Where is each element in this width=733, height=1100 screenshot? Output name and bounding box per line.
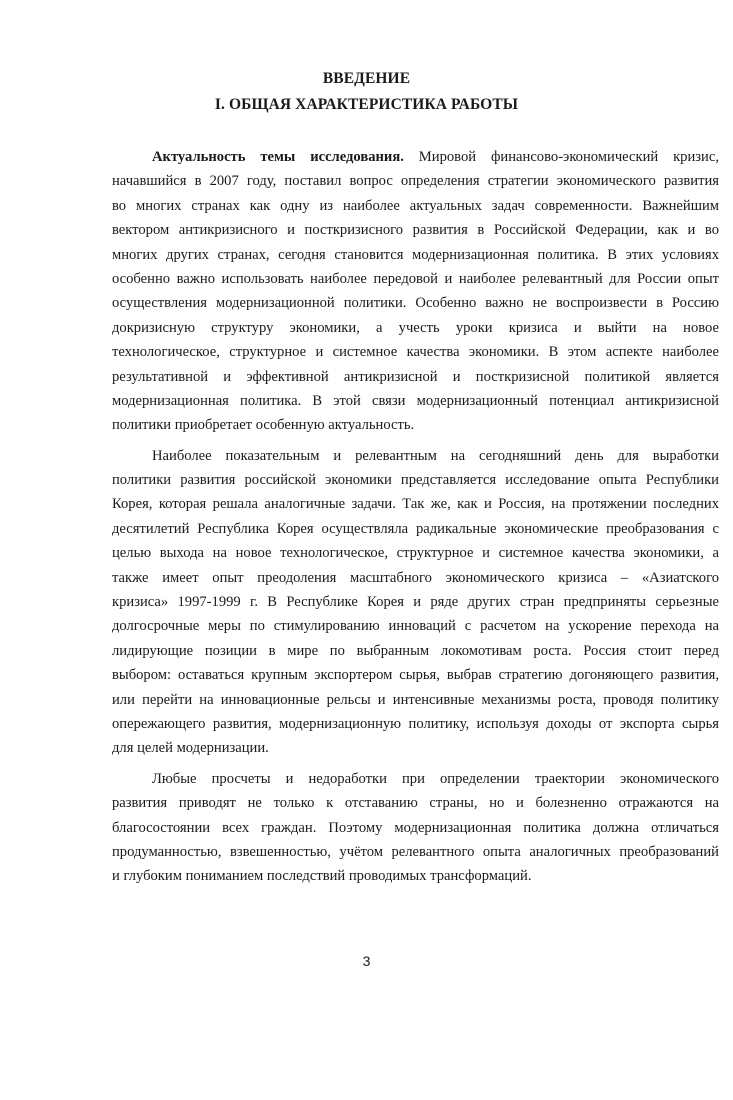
section-title: ВВЕДЕНИЕ bbox=[322, 70, 411, 87]
section-subtitle: I. ОБЩАЯ ХАРАКТЕРИСТИКА РАБОТЫ bbox=[214, 96, 519, 113]
paragraph-line bbox=[112, 145, 719, 169]
paragraph-line: результативной и эффективной антикризисной и посткризисной политикой является bbox=[112, 368, 719, 385]
paragraph-line: осуществления модернизационной политики. Особенно важно не воспроизвести в Россию bbox=[112, 295, 719, 312]
paragraph-line: продуманностью, взвешенностью, учётом релевантного опыта аналогичных преобразований bbox=[112, 843, 719, 860]
paragraph-line: кризиса» 1997-1999 г. В Республике Корея и ряде других стран предприняты серьезные bbox=[112, 594, 719, 611]
paragraph-line: также имеет опыт преодоления масштабного экономического кризиса – «Азиатского bbox=[112, 569, 719, 586]
paragraph-text: Мировой финансово-экономический кризис, bbox=[418, 149, 719, 165]
paragraph-line: особенно важно использовать наиболее передовой и наиболее релевантный для России опыт bbox=[112, 270, 719, 287]
paragraph-line: во многих странах как одну из наиболее актуальных задач современности. Важнейшим bbox=[112, 197, 719, 214]
paragraph-line: политики приобретает особенную актуальность. bbox=[112, 417, 415, 434]
paragraph-line: благосостоянии всех граждан. Поэтому модернизационная политика должна отличаться bbox=[112, 819, 719, 836]
paragraph-line: вектором антикризисного и посткризисного развития в Российской Федерации, как и во bbox=[112, 222, 719, 239]
paragraph-line: развития приводят не только к отставанию страны, но и болезненно отражаются на bbox=[112, 795, 719, 812]
paragraph-line: для целей модернизации. bbox=[112, 740, 269, 757]
paragraph-line: Любые просчеты и недоработки при определении траектории экономического bbox=[152, 770, 719, 787]
paragraph-line: и глубоким пониманием последствий проводимых трансформаций. bbox=[112, 868, 532, 885]
paragraph-line: многих других странах, сегодня становится модернизационная политика. В этих условиях bbox=[112, 246, 719, 263]
paragraph-line: политики развития российской экономики представляется исследование опыта Республики bbox=[112, 472, 719, 489]
paragraph-relevance bbox=[112, 145, 719, 438]
paragraph-line: или перейти на инновационные рельсы и интенсивные механизмы роста, проводя политику bbox=[112, 691, 719, 708]
paragraph-line: десятилетий Республика Корея осуществляла радикальные экономические преобразования с bbox=[112, 520, 719, 537]
page-number: 3 bbox=[362, 953, 371, 969]
paragraph-line: опережающего развития, модернизационную политику, используя доходы от экспорта сырья bbox=[112, 715, 719, 732]
paragraph-line: Корея, которая решала аналогичные задачи. Так же, как и Россия, на протяжении последних bbox=[112, 496, 719, 513]
paragraph-line: долгосрочные меры по стимулированию инноваций с расчетом на ускорение перехода на bbox=[112, 618, 719, 635]
paragraph-miscalculations bbox=[112, 767, 719, 889]
paragraph-line: Наиболее показательным и релевантным на сегодняшний день для выработки bbox=[152, 447, 719, 464]
relevance-lead: Актуальность темы исследования. bbox=[152, 149, 404, 165]
paragraph-korea-experience bbox=[112, 444, 719, 761]
paragraph-line: модернизационная политика. В этой связи модернизационный потенциал антикризисной bbox=[112, 392, 719, 409]
body-text bbox=[112, 145, 719, 889]
paragraph-line: начавшийся в 2007 году, поставил вопрос определения стратегии экономического развития bbox=[112, 173, 719, 190]
paragraph-line: технологическое, структурное и системное качества экономики. В этом аспекте наиболее bbox=[112, 344, 719, 361]
paragraph-line: выбором: оставаться крупным экспортером сырья, выбрав стратегию догоняющего развития, bbox=[112, 667, 719, 684]
paragraph-line: докризисную структуру экономики, а учесть уроки кризиса и выйти на новое bbox=[112, 319, 719, 336]
paragraph-line: целью выхода на новое технологическое, структурное и системное качества экономики, а bbox=[112, 545, 719, 562]
paragraph-line: лидирующие позиции в мире по выбранным локомотивам роста. Россия стоит перед bbox=[112, 642, 719, 659]
